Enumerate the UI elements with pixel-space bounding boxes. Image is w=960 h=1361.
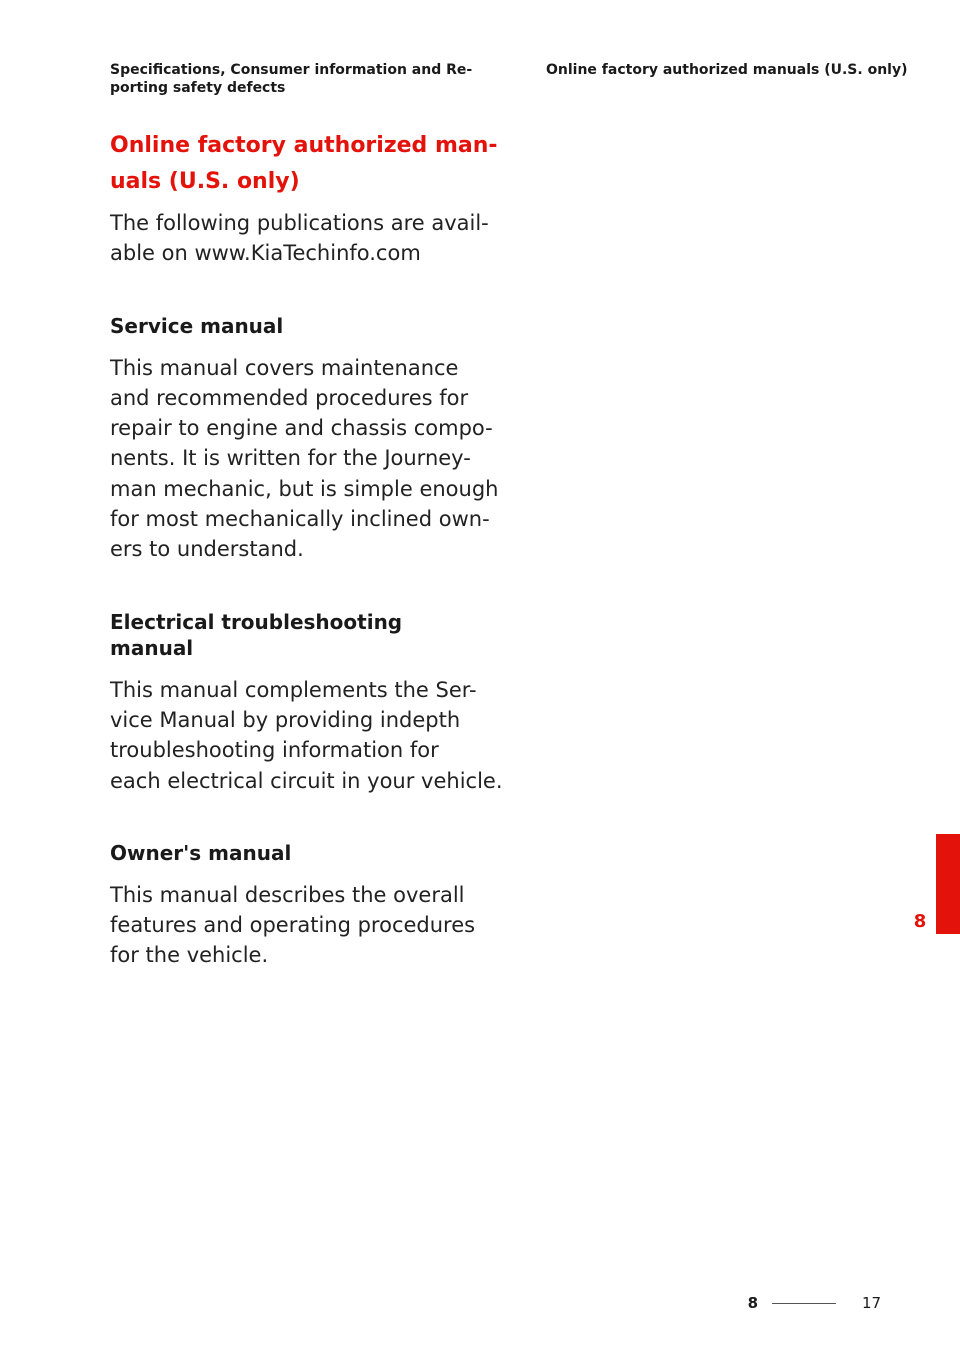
text-line: man mechanic, but is simple enough bbox=[110, 476, 499, 501]
owners-manual-description bbox=[110, 880, 490, 971]
text-line: This manual describes the overall bbox=[110, 882, 465, 907]
chapter-tab bbox=[936, 834, 960, 934]
text-line: repair to engine and chassis compo- bbox=[110, 416, 493, 441]
text-line: vice Manual by providing indepth bbox=[110, 707, 461, 732]
running-header-chapter-title-line: porting safety defects bbox=[110, 80, 286, 96]
text-line: This manual complements the Ser- bbox=[110, 677, 477, 702]
service-manual-description bbox=[110, 353, 499, 565]
text-line: nents. It is written for the Journey- bbox=[110, 446, 471, 471]
section-title-line: Online factory authorized man- bbox=[110, 133, 498, 158]
text-line: for the vehicle. bbox=[110, 943, 269, 968]
section-title bbox=[110, 128, 498, 200]
text-line: features and operating procedures bbox=[110, 913, 476, 938]
service-manual-section bbox=[110, 313, 499, 565]
chapter-tab-number: 8 bbox=[913, 911, 927, 932]
footer-chapter-number: 8 bbox=[747, 1294, 758, 1312]
text-line: The following publications are avail- bbox=[110, 211, 489, 235]
owners-manual-heading: Owner's manual bbox=[110, 840, 292, 865]
footer-page-number: 17 bbox=[862, 1294, 882, 1312]
running-header-section-title: Online factory authorized manuals (U.S. only) bbox=[546, 62, 908, 78]
text-line: troubleshooting information for bbox=[110, 738, 439, 763]
main-content bbox=[110, 128, 503, 971]
electrical-manual-description bbox=[110, 675, 503, 796]
intro-paragraph bbox=[110, 208, 490, 269]
electrical-manual-heading: Electrical troubleshooting manual bbox=[110, 609, 403, 660]
text-line: able on www.KiaTechinfo.com bbox=[110, 241, 421, 266]
footer-divider bbox=[772, 1303, 836, 1304]
owners-manual-section bbox=[110, 840, 490, 971]
running-header-chapter-title-line: Specifications, Consumer information and Re- bbox=[110, 62, 473, 78]
text-line: and recommended procedures for bbox=[110, 385, 469, 410]
service-manual-heading: Service manual bbox=[110, 313, 284, 338]
text-line: This manual covers maintenance bbox=[110, 355, 459, 380]
text-line: each electrical circuit in your vehicle. bbox=[110, 768, 503, 793]
running-header-chapter-title bbox=[110, 61, 473, 97]
text-line: for most mechanically inclined own- bbox=[110, 507, 490, 532]
section-title-line: uals (U.S. only) bbox=[110, 169, 300, 194]
electrical-manual-section bbox=[110, 609, 503, 796]
text-line: ers to understand. bbox=[110, 537, 304, 562]
